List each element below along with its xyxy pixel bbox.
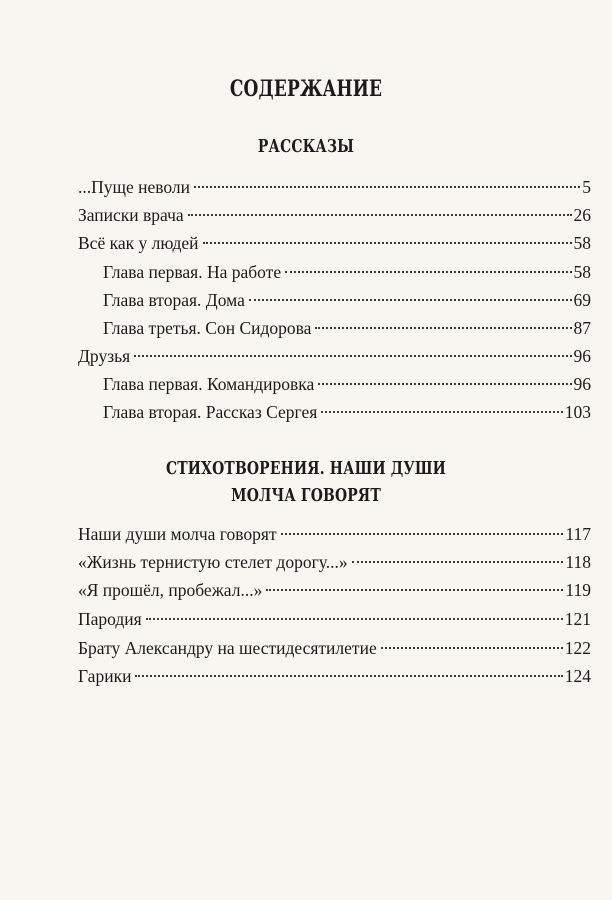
toc-entry [78, 201, 591, 229]
toc-entry-page: 124 [564, 666, 591, 686]
toc-entry-title: Глава вторая. Дома [103, 290, 245, 310]
toc-leader-dots [266, 589, 563, 591]
toc-leader-dots [281, 533, 564, 535]
toc-leader-dots [194, 186, 580, 188]
toc-leader-dots [146, 618, 563, 620]
toc-subentry [103, 314, 591, 342]
toc-entry-title: Глава первая. Командировка [103, 374, 315, 394]
toc-subentry [103, 370, 591, 398]
toc-leader-dots [203, 242, 572, 244]
section-heading-poems: СТИХОТВОРЕНИЯ. НАШИ ДУШИ [165, 458, 447, 479]
toc-entry-title: Брату Александру на шестидесятилетие [78, 638, 377, 658]
toc-entry [78, 520, 591, 548]
toc-entry [78, 634, 591, 662]
toc-entry-title: Глава третья. Сон Сидорова [103, 318, 312, 338]
toc-entry-title: Глава вторая. Рассказ Сергея [103, 402, 318, 422]
toc-leader-dots [249, 299, 572, 301]
toc-leader-dots [285, 271, 571, 273]
toc-leader-dots [381, 647, 563, 649]
toc-entry-page: 122 [564, 638, 591, 658]
toc-entry-title: Гарики [78, 666, 132, 686]
toc-leader-dots [321, 411, 562, 413]
toc-entry-page: 121 [564, 609, 591, 629]
toc-entry [78, 662, 591, 690]
toc-entry-title: Записки врача [78, 205, 184, 225]
toc-entry-title: Всё как у людей [78, 233, 199, 253]
toc-entry [78, 342, 591, 370]
toc-leader-dots [134, 355, 571, 357]
page-title: СОДЕРЖАНИЕ [229, 76, 383, 102]
toc-entry [78, 229, 591, 257]
toc-leader-dots [318, 383, 571, 385]
toc-entry [78, 548, 591, 576]
toc-leader-dots [188, 214, 572, 216]
toc-entry-title: «Жизнь тернистую стелет дорогу...» [78, 552, 348, 572]
toc-subentry [103, 398, 591, 426]
toc-leader-dots [135, 675, 562, 677]
toc-entry-page: 96 [573, 346, 591, 366]
toc-entry-page: 58 [573, 233, 591, 253]
toc-entry-title: Друзья [78, 346, 131, 366]
toc-entry-title: Наши души молча говорят [78, 524, 277, 544]
toc-entry-page: 26 [573, 205, 591, 225]
toc-entry-title: Пародия [78, 609, 142, 629]
toc-entry [78, 576, 591, 604]
toc-entry-page: 96 [573, 374, 591, 394]
toc-entry-page: 87 [573, 318, 591, 338]
toc-entry-page: 58 [573, 262, 591, 282]
toc-entry-page: 5 [582, 177, 591, 197]
toc-entry-page: 119 [565, 580, 591, 600]
toc-entry-page: 117 [565, 524, 591, 544]
toc-leader-dots [315, 327, 571, 329]
toc-subentry [103, 258, 591, 286]
section-heading-stories: РАССКАЗЫ [257, 136, 355, 157]
toc-entry-title: ...Пуще неволи [78, 177, 191, 197]
toc-entry-title: «Я прошёл, пробежал...» [78, 580, 263, 600]
toc-entry [78, 173, 591, 201]
toc-entry-title: Глава первая. На работе [103, 262, 282, 282]
toc-entry-page: 118 [565, 552, 591, 572]
toc-entry-page: 69 [573, 290, 591, 310]
toc-leader-dots [352, 561, 564, 563]
toc-subentry [103, 286, 591, 314]
toc-entry [78, 605, 591, 633]
toc-entry-page: 103 [564, 402, 591, 422]
section-heading-poems-line2: МОЛЧА ГОВОРЯТ [231, 485, 381, 506]
